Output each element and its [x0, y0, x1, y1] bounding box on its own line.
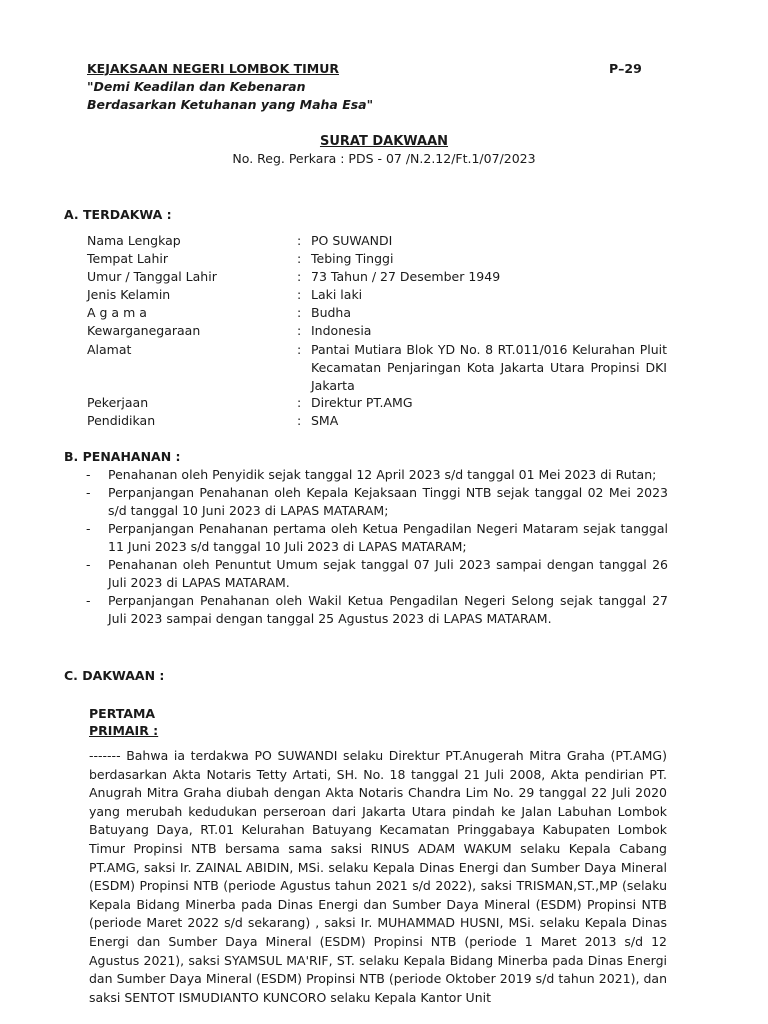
ident-label: Jenis Kelamin: [87, 287, 171, 302]
ident-value-address: Pantai Mutiara Blok YD No. 8 RT.011/016 Kelurahan Pluit Kecamatan Penjaringan Kota Jakarta Utara Propinsi DKI Jakarta: [311, 342, 667, 393]
dash-bullet: -: [86, 485, 91, 500]
ident-colon: :: [297, 342, 302, 357]
ident-label: Umur / Tanggal Lahir: [87, 269, 217, 284]
list-item: [84, 466, 668, 484]
motto-line-2: Berdasarkan Ketuhanan yang Maha Esa": [87, 97, 374, 112]
ident-value: Laki laki: [311, 287, 363, 302]
list-item: [84, 520, 668, 556]
doc-title: SURAT DAKWAAN: [319, 134, 449, 149]
detention-list: [84, 466, 668, 628]
ident-value: PO SUWANDI: [311, 233, 393, 248]
dash-bullet: -: [86, 593, 91, 608]
section-a-heading: A. TERDAKWA :: [64, 207, 172, 222]
charge-primary-heading: PRIMAIR :: [89, 723, 159, 738]
ident-colon: :: [297, 413, 302, 428]
ident-label: A g a m a: [87, 305, 147, 320]
ident-label: Pekerjaan: [87, 395, 149, 410]
ident-label: Nama Lengkap: [87, 233, 181, 248]
ident-label: Tempat Lahir: [87, 251, 169, 266]
dash-bullet: -: [86, 557, 91, 572]
section-b-heading: B. PENAHANAN :: [64, 449, 181, 464]
list-item-text: Perpanjangan Penahanan oleh Wakil Ketua Pengadilan Negeri Selong sejak tanggal 27 Juli 2023 sampai dengan tanggal 25 Agustus 2023 di LAPAS MATARAM.: [108, 593, 668, 626]
ident-colon: :: [297, 323, 302, 338]
ident-colon: :: [297, 269, 302, 284]
ident-value: Budha: [311, 305, 352, 320]
ident-colon: :: [297, 287, 302, 302]
list-item-text: Perpanjangan Penahanan pertama oleh Ketua Pengadilan Negeri Mataram sejak tanggal 11 Juni 2023 s/d tanggal 10 Juli 2023 di LAPAS MATARAM;: [108, 521, 668, 554]
form-code: P–29: [609, 61, 642, 76]
section-c-heading: C. DAKWAAN :: [64, 668, 165, 683]
doc-title-wrap: [0, 134, 768, 149]
ident-value: Direktur PT.AMG: [311, 395, 413, 410]
list-item-text: Penahanan oleh Penyidik sejak tanggal 12 April 2023 s/d tanggal 01 Mei 2023 di Rutan;: [108, 467, 657, 482]
ident-colon: :: [297, 233, 302, 248]
dash-bullet: -: [86, 467, 91, 482]
ident-label: Alamat: [87, 342, 132, 357]
ident-colon: :: [297, 395, 302, 410]
list-item: [84, 484, 668, 520]
list-item-text: Penahanan oleh Penuntut Umum sejak tanggal 07 Juli 2023 sampai dengan tanggal 26 Juli 2023 di LAPAS MATARAM.: [108, 557, 668, 590]
list-item-text: Perpanjangan Penahanan oleh Kepala Kejaksaan Tinggi NTB sejak tanggal 02 Mei 2023 s/d tanggal 10 Juni 2023 di LAPAS MATARAM;: [108, 485, 668, 518]
charge-paragraph: ------- Bahwa ia terdakwa PO SUWANDI selaku Direktur PT.Anugerah Mitra Graha (PT.AMG) berdasarkan Akta Notaris Tetty Artati, SH. No. 18 tanggal 21 Juli 2008, Akta pendirian PT. Anugrah Mitra Graha diubah dengan Akta Notaris Chandra Lim No. 29 tanggal 22 Juli 2020 yang merubah kedudukan perseroan dari Jakarta Utara pindah ke Jalan Labuhan Lombok Batuyang Daya, RT.01 Kelurahan Batuyang Kecamatan Pringgabaya Kabupaten Lombok Timur Propinsi NTB bersama sama saksi RINUS ADAM WAKUM selaku Kepala Cabang PT.AMG, saksi Ir. ZAINAL ABIDIN, MSi. selaku Kepala Dinas Energi dan Sumber Daya Mineral (ESDM) Propinsi NTB (periode Agustus tahun 2021 s/d 2022), saksi TRISMAN,ST.,MP (selaku Kepala Bidang Minerba pada Dinas Energi dan Sumber Daya Mineral (ESDM) Propinsi NTB (periode Maret 2022 s/d sekarang) , saksi Ir. MUHAMMAD HUSNI, MSi. selaku Kepala Dinas Energi dan Sumber Daya Mineral (ESDM) Propinsi NTB (periode 1 Maret 2013 s/d 12 Agustus 2021), saksi SYAMSUL MA'RIF, ST. selaku Kepala Bidang Minerba pada Dinas Energi dan Sumber Daya Mineral (ESDM) Propinsi NTB (periode Oktober 2019 s/d tahun 2021), dan saksi SENTOT ISMUDIANTO KUNCORO selaku Kepala Kantor Unit: [89, 748, 667, 1005]
charge-first-heading: PERTAMA: [89, 706, 156, 721]
list-item: [84, 592, 668, 628]
ident-colon: :: [297, 305, 302, 320]
ident-label: Kewarganegaraan: [87, 323, 201, 338]
ident-colon: :: [297, 251, 302, 266]
dash-bullet: -: [86, 521, 91, 536]
ident-label: Pendidikan: [87, 413, 156, 428]
ident-value: Tebing Tinggi: [311, 251, 394, 266]
ident-value: Indonesia: [311, 323, 372, 338]
office-name: KEJAKSAAN NEGERI LOMBOK TIMUR: [87, 61, 339, 76]
motto-line-1: "Demi Keadilan dan Kebenaran: [87, 79, 306, 94]
ident-value: 73 Tahun / 27 Desember 1949: [311, 269, 501, 284]
list-item: [84, 556, 668, 592]
ident-value: SMA: [311, 413, 339, 428]
reg-number: No. Reg. Perkara : PDS - 07 /N.2.12/Ft.1/07/2023: [232, 151, 536, 166]
